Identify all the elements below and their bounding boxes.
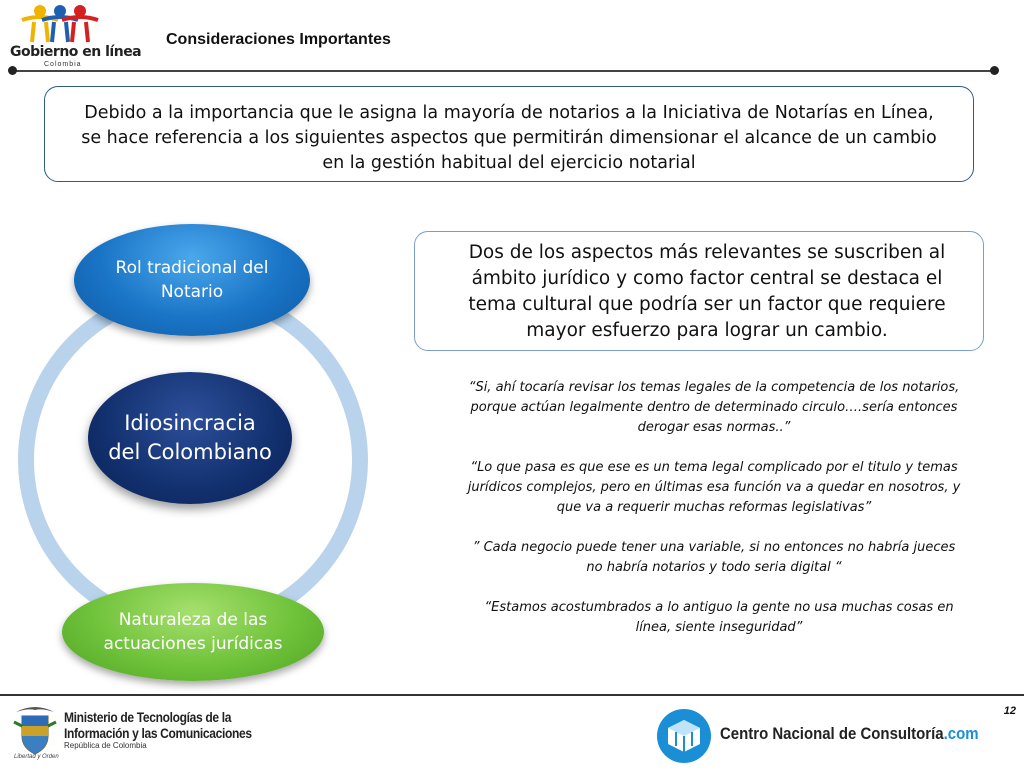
people-logo-icon bbox=[18, 4, 102, 44]
cnc-name-main: Centro Nacional de Consultoría bbox=[720, 724, 944, 743]
node-nat-label: Naturaleza de las actuaciones jurídicas bbox=[103, 610, 283, 654]
node-rol-label: Rol tradicional del Notario bbox=[115, 258, 269, 302]
brand-logo-text: Gobierno en línea bbox=[10, 44, 142, 60]
header-divider bbox=[12, 70, 996, 72]
divider-left-dot bbox=[8, 66, 17, 75]
cnc-name-suffix: .com bbox=[943, 724, 979, 743]
ministry-line2: Información y las Comunicaciones bbox=[64, 725, 252, 741]
quote-item: ” Cada negocio puede tener una variable, si no entonces no habría jueces no habría notarios y todo seria digital “ bbox=[472, 540, 956, 575]
quotes-list bbox=[466, 378, 962, 658]
ministry-line3: República de Colombia bbox=[64, 741, 147, 750]
brand-logo-subtext: Colombia bbox=[44, 61, 82, 68]
footer-divider bbox=[0, 694, 1024, 696]
ministry-name bbox=[64, 709, 282, 751]
node-rol-tradicional bbox=[74, 224, 310, 336]
slide-title: Consideraciones Importantes bbox=[166, 31, 391, 48]
cnc-name bbox=[720, 724, 979, 744]
intro-box: Debido a la importancia que le asigna la mayoría de notarios a la Iniciativa de Notarías en Línea, se hace referencia a los siguientes aspectos que permitirán dimensionar el alcance de un cambio en la gestión habitual del ejercicio notarial bbox=[44, 86, 974, 182]
key-findings-box: Dos de los aspectos más relevantes se suscriben al ámbito jurídico y como factor central se destaca el tema cultural que podría ser un factor que requiere mayor esfuerzo para lograr un cambio. bbox=[414, 231, 984, 351]
page-number: 12 bbox=[1003, 705, 1016, 717]
node-center-label: Idiosincracia del Colombiano bbox=[108, 411, 272, 464]
coat-of-arms-icon bbox=[12, 702, 58, 760]
quote-item: “Estamos acostumbrados a lo antiguo la gente no usa muchas cosas en línea, siente inseguridad” bbox=[484, 600, 954, 635]
node-naturaleza bbox=[62, 583, 324, 681]
gobierno-en-linea-logo bbox=[8, 4, 142, 68]
ministry-motto: Libertad y Orden bbox=[14, 754, 59, 760]
cnc-logo-icon bbox=[656, 708, 712, 764]
ministry-line1: Ministerio de Tecnologías de la bbox=[64, 709, 232, 725]
quote-item: “Lo que pasa es que ese es un tema legal complicado por el titulo y temas jurídicos complejos, pero en últimas esa función va a quedar en nosotros, y que va a requerir muchas reformas legislativas” bbox=[467, 460, 961, 515]
divider-right-dot bbox=[990, 66, 999, 75]
node-idiosincracia bbox=[88, 372, 292, 504]
quote-item: “Si, ahí tocaría revisar los temas legales de la competencia de los notarios, porque actúan legalmente dentro de determinado circulo….sería entonces derogar esas normas..” bbox=[468, 380, 960, 435]
